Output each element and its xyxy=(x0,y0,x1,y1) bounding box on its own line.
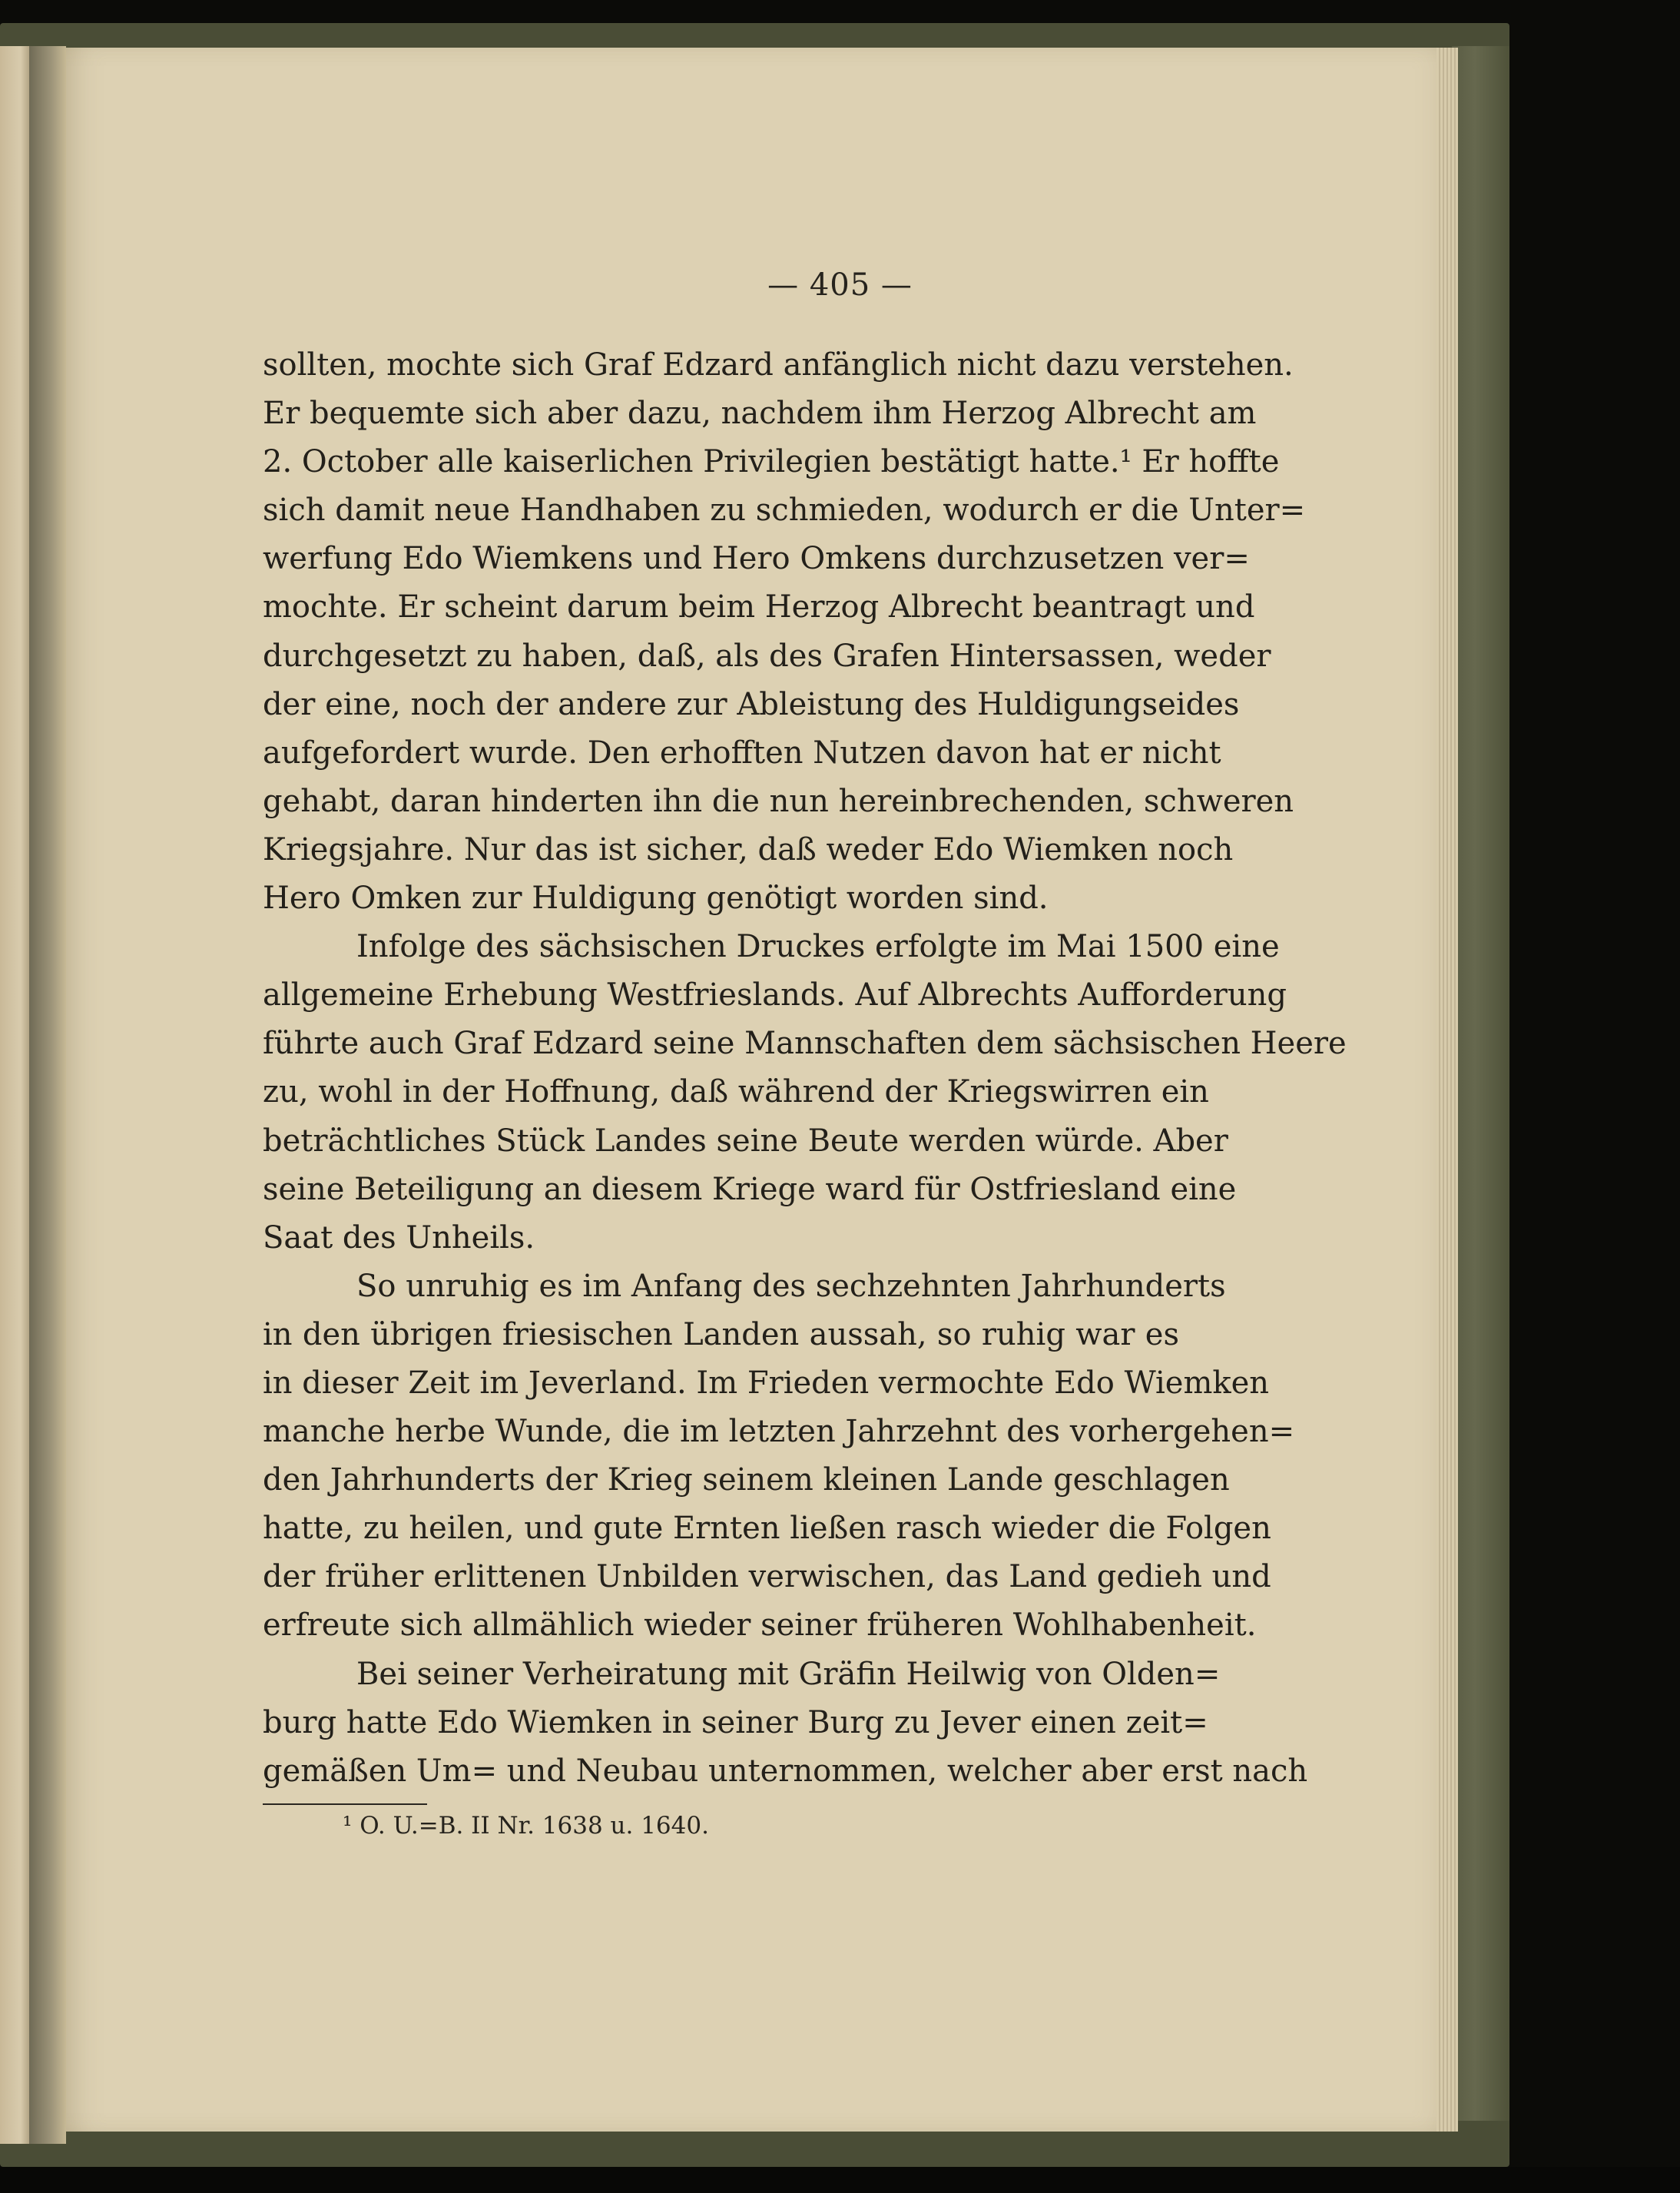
text-line: Saat des Unheils. xyxy=(263,1219,535,1256)
text-line: in den übrigen friesischen Landen aussah, so ruhig war es xyxy=(263,1316,1179,1352)
text-line: allgemeine Erhebung Westfrieslands. Auf Albrechts Aufforderung xyxy=(263,977,1287,1014)
text-line: erfreute sich allmählich wieder seiner früheren Wohlhabenheit. xyxy=(263,1607,1257,1644)
text-line: hatte, zu heilen, und gute Ernten ließen rasch wieder die Folgen xyxy=(263,1511,1271,1547)
cover-edge xyxy=(1452,46,1509,2121)
text-line: werfung Edo Wiemkens und Hero Omkens durchzusetzen ver= xyxy=(263,541,1250,577)
background-strip xyxy=(0,2167,1680,2193)
text-line: Kriegsjahre. Nur das ist sicher, daß weder Edo Wiemken noch xyxy=(263,831,1234,868)
previous-page-edge xyxy=(0,46,29,2144)
text-line: der eine, noch der andere zur Ableistung des Huldigungseides xyxy=(263,686,1240,722)
text-line: manche herbe Wunde, die im letzten Jahrzehnt des vorhergehen= xyxy=(263,1414,1295,1450)
text-line: Er bequemte sich aber dazu, nachdem ihm Herzog Albrecht am xyxy=(263,396,1257,432)
text-line: mochte. Er scheint darum beim Herzog Albrecht beantragt und xyxy=(263,589,1255,625)
footnote-rule xyxy=(263,1803,427,1805)
text-line: gehabt, daran hinderten ihn die nun hereinbrechenden, schweren xyxy=(263,783,1294,819)
text-line: aufgefordert wurde. Den erhofften Nutzen davon hat er nicht xyxy=(263,735,1221,771)
text-line-paragraph-start: So unruhig es im Anfang des sechzehnten Jahrhunderts xyxy=(356,1268,1226,1304)
text-line: sollten, mochte sich Graf Edzard anfänglich nicht dazu verstehen. xyxy=(263,347,1294,383)
text-line: zu, wohl in der Hoffnung, daß während der Kriegswirren ein xyxy=(263,1074,1209,1110)
text-line: der früher erlittenen Unbilden verwischen, das Land gedieh und xyxy=(263,1559,1271,1595)
text-line: führte auch Graf Edzard seine Mannschaften dem sächsischen Heere xyxy=(263,1026,1347,1062)
text-line: 2. October alle kaiserlichen Privilegien bestätigt hatte.¹ Er hoffte xyxy=(263,444,1280,480)
text-line-paragraph-start: Infolge des sächsischen Druckes erfolgte im Mai 1500 eine xyxy=(356,929,1280,965)
text-line: in dieser Zeit im Jeverland. Im Frieden vermochte Edo Wiemken xyxy=(263,1365,1270,1401)
text-line: gemäßen Um= und Neubau unternommen, welcher aber erst nach xyxy=(263,1753,1308,1789)
text-line: durchgesetzt zu haben, daß, als des Grafen Hintersassen, weder xyxy=(263,638,1271,674)
book-gutter xyxy=(29,46,66,2144)
text-line: seine Beteiligung an diesem Kriege ward für Ostfriesland eine xyxy=(263,1171,1237,1207)
footnote: ¹ O. U.=B. II Nr. 1638 u. 1640. xyxy=(343,1812,709,1840)
text-line: beträchtliches Stück Landes seine Beute werden würde. Aber xyxy=(263,1123,1228,1159)
page-stack-edges xyxy=(1436,48,1458,2132)
text-line: burg hatte Edo Wiemken in seiner Burg zu Jever einen zeit= xyxy=(263,1704,1208,1740)
text-line: Hero Omken zur Huldigung genötigt worden sind. xyxy=(263,881,1049,917)
body-text xyxy=(263,341,1347,1796)
text-line: sich damit neue Handhaben zu schmieden, wodurch er die Unter= xyxy=(263,493,1306,529)
text-line-paragraph-start: Bei seiner Verheiratung mit Gräfin Heilwig von Olden= xyxy=(356,1656,1221,1692)
text-line: den Jahrhunderts der Krieg seinem kleinen Lande geschlagen xyxy=(263,1462,1230,1498)
page-number: — 405 — xyxy=(767,267,913,303)
